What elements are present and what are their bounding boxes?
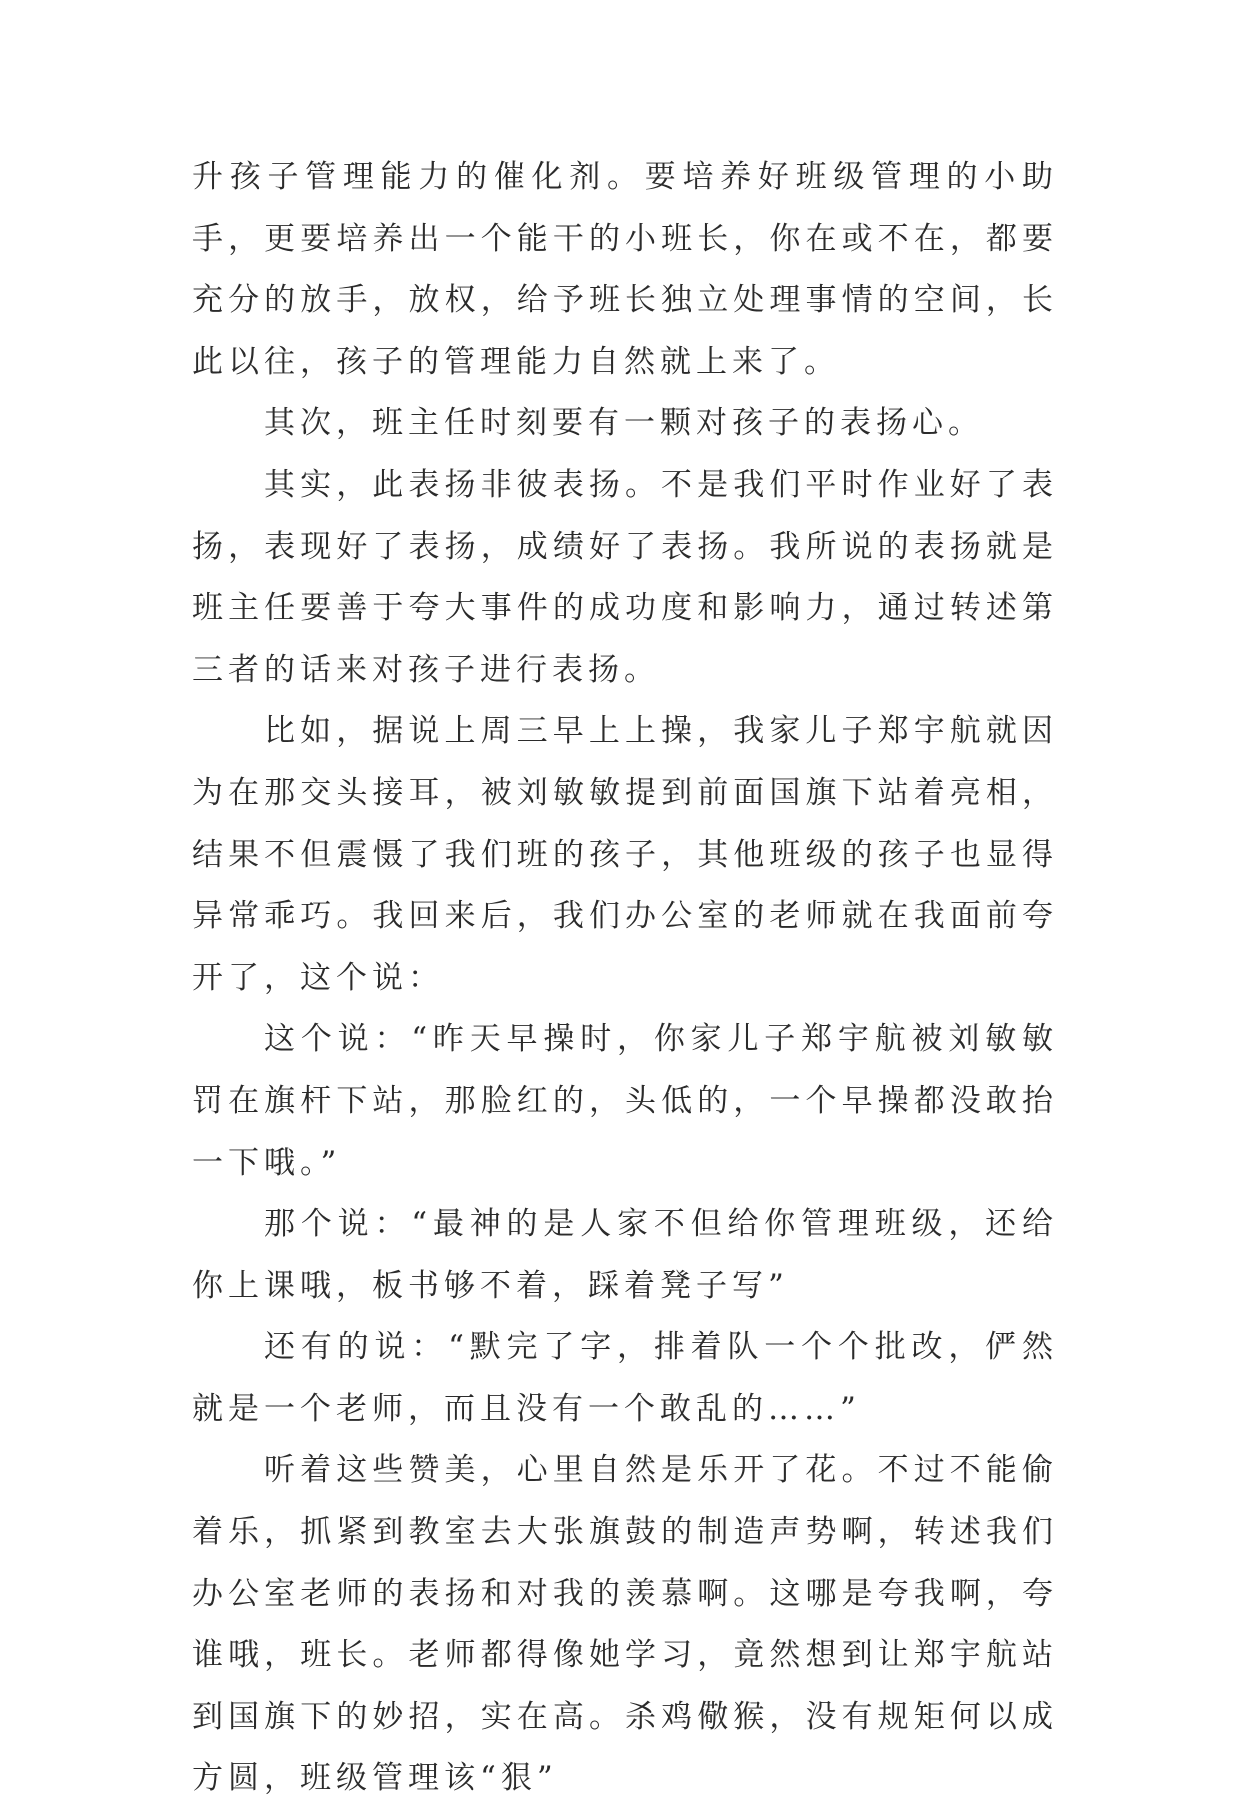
- paragraph-continuation: 升孩子管理能力的催化剂。要培养好班级管理的小助手，更要培养出一个能干的小班长，你在或不在，都要充分的放手，放权，给予班长独立处理事情的空间，长此以往，孩子的管理能力自然就上来了。: [192, 159, 1058, 380]
- paragraph: 还有的说：“默完了字，排着队一个个批改，俨然就是一个老师，而且没有一个敢乱的……”: [192, 1329, 1058, 1427]
- paragraph: 那个说：“最神的是人家不但给你管理班级，还给你上课哦，板书够不着，踩着凳子写”: [192, 1206, 1058, 1304]
- paragraph: 其实，此表扬非彼表扬。不是我们平时作业好了表扬，表现好了表扬，成绩好了表扬。我所说的表扬就是班主任要善于夸大事件的成功度和影响力，通过转述第三者的话来对孩子进行表扬。: [192, 466, 1058, 688]
- paragraph: 这个说：“昨天早操时，你家儿子郑宇航被刘敏敏罚在旗杆下站，那脸红的，头低的，一个早操都没敢抬一下哦。”: [192, 1021, 1058, 1181]
- paragraph: 听着这些赞美，心里自然是乐开了花。不过不能偷着乐，抓紧到教室去大张旗鼓的制造声势啊，转述我们办公室老师的表扬和对我的羡慕啊。这哪是夸我啊，夸谁哦，班长。老师都得像她学习，竟然想到让郑宇航站到国旗下的妙招，实在高。杀鸡儆猴，没有规矩何以成方圆，班级管理该“狠”: [192, 1452, 1058, 1797]
- document-body: [192, 147, 1058, 1810]
- paragraph: 比如，据说上周三早上上操，我家儿子郑宇航就因为在那交头接耳，被刘敏敏提到前面国旗下站着亮相，结果不但震慑了我们班的孩子，其他班级的孩子也显得异常乖巧。我回来后，我们办公室的老师就在我面前夸开了，这个说：: [192, 713, 1058, 996]
- paragraph: 其次，班主任时刻要有一颗对孩子的表扬心。: [264, 405, 984, 442]
